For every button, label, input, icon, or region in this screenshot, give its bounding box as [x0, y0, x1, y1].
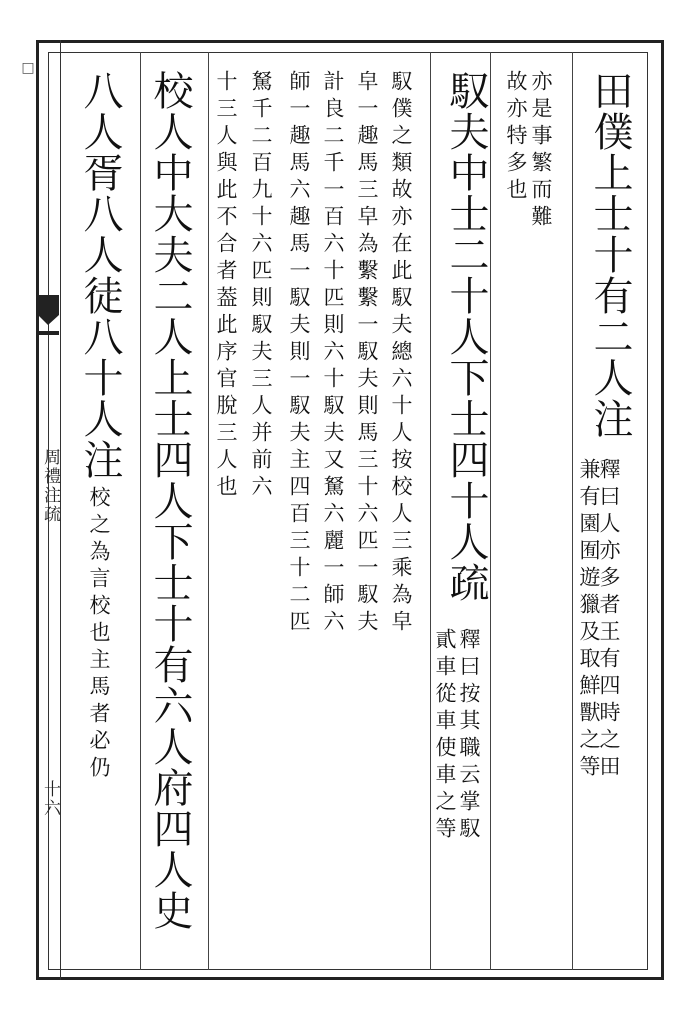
annotation-column: 師一趣馬六趣馬一馭夫則一馭夫主四百三十二匹: [287, 70, 311, 637]
book-title-label: 周禮注疏: [40, 448, 60, 524]
annotation-column: 兼有園囿遊獵及取鮮獸之等: [577, 458, 601, 782]
annotation-column: 馭僕之類故亦在此馭夫總六十人按校人三乘為皁: [389, 70, 413, 637]
annotation-column: 皁一趣馬三皁為繫繫一馭夫則馬三十六匹一馭夫: [355, 70, 379, 637]
inner-frame: [48, 52, 648, 970]
column-rule: [572, 52, 573, 970]
annotation-column: 釋曰人亦多者王有四時之田: [597, 458, 621, 782]
column-rule: [140, 52, 141, 970]
text-column: 校人中大夫二人上士四人下士十有六人府四人史: [147, 70, 193, 931]
annotation-column: 校之為言校也主馬者必仍: [87, 486, 111, 783]
text-column: 八人胥八人徒八十人注: [77, 70, 123, 480]
column-rule: [208, 52, 209, 970]
annotation-column: 釋曰按其職云掌馭: [457, 628, 481, 844]
text-column: 馭夫中士二十人下士四十人疏: [443, 70, 489, 603]
annotation-column: 十三人與此不合者葢此序官脫三人也: [214, 70, 238, 502]
column-rule: [490, 52, 491, 970]
text-column: 田僕上士十有二人注: [587, 70, 633, 439]
annotation-column: 計良二千一百六十匹則六十馭夫又駑六麗一師六: [321, 70, 345, 637]
page-number-label: 十六: [40, 780, 60, 818]
annotation-column: 亦是事繁而難: [529, 70, 553, 232]
annotation-column: 貳車從車使車之等: [433, 628, 457, 844]
adjacent-page-edge: [664, 40, 694, 980]
adjacent-page-fragment: □: [20, 60, 36, 86]
annotation-column: 駑千二百九十六匹則馭夫三人并前六: [249, 70, 273, 502]
fishtail-ornament-icon: [37, 295, 60, 345]
annotation-column: 故亦特多也: [504, 70, 528, 205]
column-rule: [430, 52, 431, 970]
